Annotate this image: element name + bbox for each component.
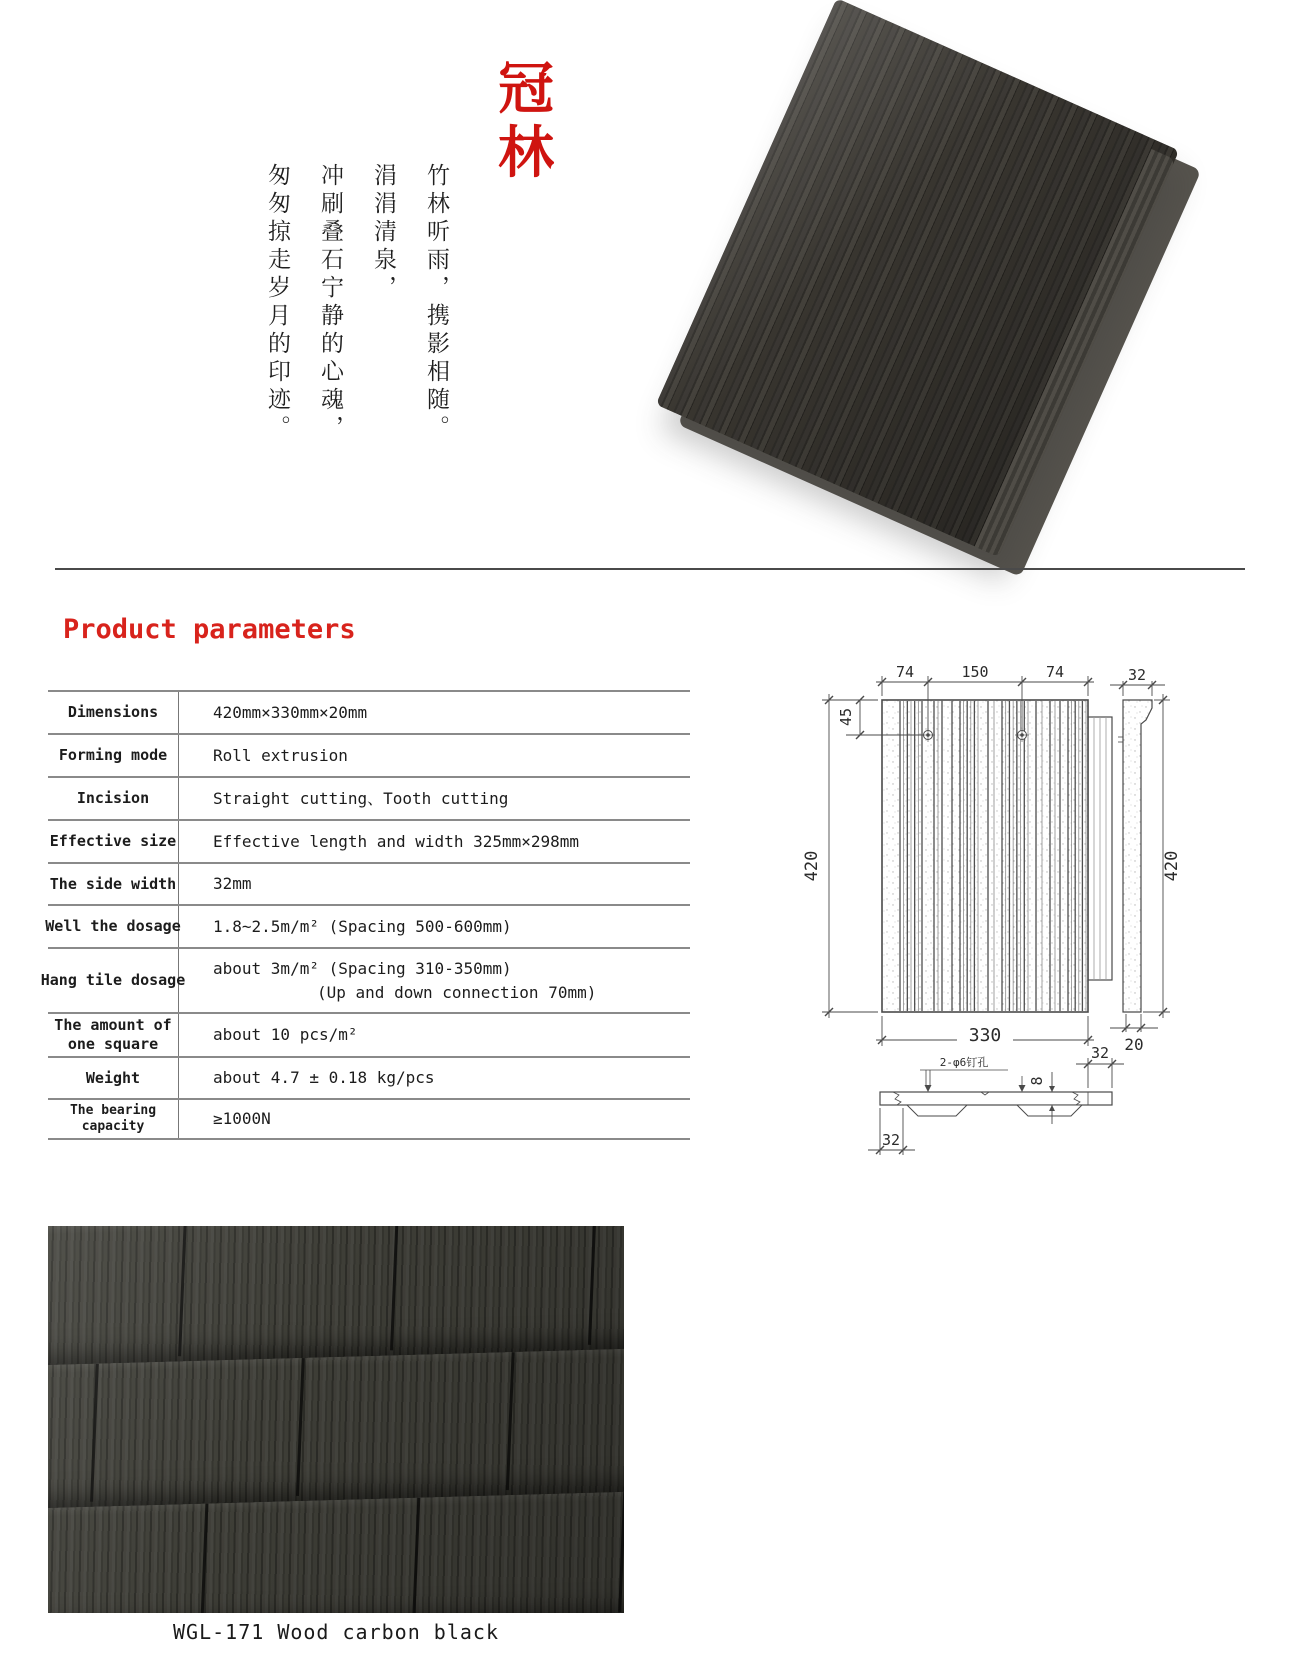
table-row [45,906,690,949]
tile-joint [618,1492,624,1612]
row-value-text: about 4.7 ± 0.18 kg/pcs [213,1068,435,1087]
table-row [48,1100,690,1140]
dim-label-74-left: 74 [895,663,915,681]
table-row [40,949,690,1014]
poem-column-1: 竹林听雨，携影相随。 [423,163,449,443]
dim-label-45: 45 [837,707,855,727]
row-value-text: 420mm×330mm×20mm [213,702,368,722]
tile-joint [178,1226,187,1356]
technical-drawing [760,615,1205,1170]
row-value-text: 1.8~2.5m/m² (Spacing 500-600mm) [213,916,512,936]
brand-char-2: 林 [498,121,554,186]
row-value [179,906,690,947]
dim-label-420-right: 420 [1162,850,1182,882]
side-view [1118,700,1152,1012]
dim-label-74-right: 74 [1045,663,1065,681]
dim-label-330: 330 [968,1025,1002,1046]
dim-label-32-left: 32 [881,1131,901,1149]
brand-char-1: 冠 [498,57,554,122]
section-divider [55,568,1245,570]
row-label-text: Hang tile dosage [40,971,186,990]
tile-product-photo [656,0,1180,557]
tile-joint [200,1504,208,1613]
table-row [48,1058,690,1100]
brand-logo [494,58,558,186]
table-row [48,821,690,864]
tile-joint [390,1226,399,1350]
row-label-text: The bearing [69,1102,157,1118]
row-label-text2: one square [67,1035,159,1053]
dim-label-8: 8 [1028,1076,1046,1086]
row-value [179,1058,690,1098]
row-value [179,949,690,1012]
row-value [179,735,690,776]
row-value-text: Straight cutting、Tooth cutting [213,788,509,808]
tile-joint [90,1364,99,1502]
dim-label-32-right: 32 [1090,1044,1110,1062]
dim-label-20: 20 [1124,1035,1144,1054]
table-row [48,1014,690,1058]
row-label [48,1100,179,1138]
row-value-text: ≥1000N [213,1109,271,1128]
poem-column-4: 匆匆掠走岁月的印迹。 [264,163,290,443]
row-label-text2: capacity [81,1119,145,1134]
tile-joint [588,1226,597,1345]
table-row [48,692,690,735]
tile-course [48,1349,624,1516]
table-row [48,864,690,906]
row-value-text: Roll extrusion [213,745,348,765]
nail-note-label: 2-φ6钉孔 [939,1056,989,1069]
table-row [48,735,690,778]
tile-course [48,1492,624,1613]
row-label [48,692,179,733]
row-label-text: Effective size [49,832,177,851]
row-value [179,821,690,862]
dim-label-150: 150 [961,663,989,681]
poem-column-2: 涓涓清泉， [370,163,396,303]
tile-course [48,1226,624,1372]
row-label-text: The amount of [54,1016,172,1035]
row-label-text: Dimensions [67,703,159,722]
row-label [48,821,179,862]
row-label [40,949,186,1012]
tile-joint [506,1352,515,1490]
row-value-text2: (Up and down connection 70mm) [317,982,597,1002]
row-label-text: Well the dosage [45,917,181,936]
row-value [179,778,690,819]
front-view [882,700,1112,1012]
row-label [45,906,181,947]
row-label [48,1058,179,1098]
row-label [48,778,179,819]
poem-column-3: 冲刷叠石宁静的心魂， [317,163,343,443]
row-value [179,1100,690,1138]
row-label [48,1014,179,1056]
row-value-text: about 3m/m² (Spacing 310-350mm) [213,958,512,978]
row-value [179,864,690,904]
table-row [48,778,690,821]
row-label [48,864,179,904]
page-title: Product parameters [63,614,356,646]
row-value-text: 32mm [213,874,252,893]
row-label [48,735,179,776]
spec-table [40,690,690,1140]
installed-tiles-photo [48,1226,624,1613]
dim-label-420-left: 420 [802,850,822,882]
row-label-text: Weight [85,1068,141,1087]
tile-joint [412,1498,420,1613]
row-value [179,692,690,733]
row-label-text: Incision [76,789,150,808]
dim-right-32 [1076,1058,1124,1088]
row-label-text: The side width [49,874,177,893]
dim-label-32-top: 32 [1127,666,1147,684]
row-value-text: about 10 pcs/m² [213,1025,358,1044]
section-view [880,1092,1112,1116]
tile-joint [296,1358,305,1496]
row-value [179,1014,690,1056]
row-label-text: Forming mode [58,746,168,765]
photo-caption: WGL-171 Wood carbon black [172,1620,500,1644]
row-value-text: Effective length and width 325mm×298mm [213,831,580,851]
nail-callout [920,1070,1026,1092]
